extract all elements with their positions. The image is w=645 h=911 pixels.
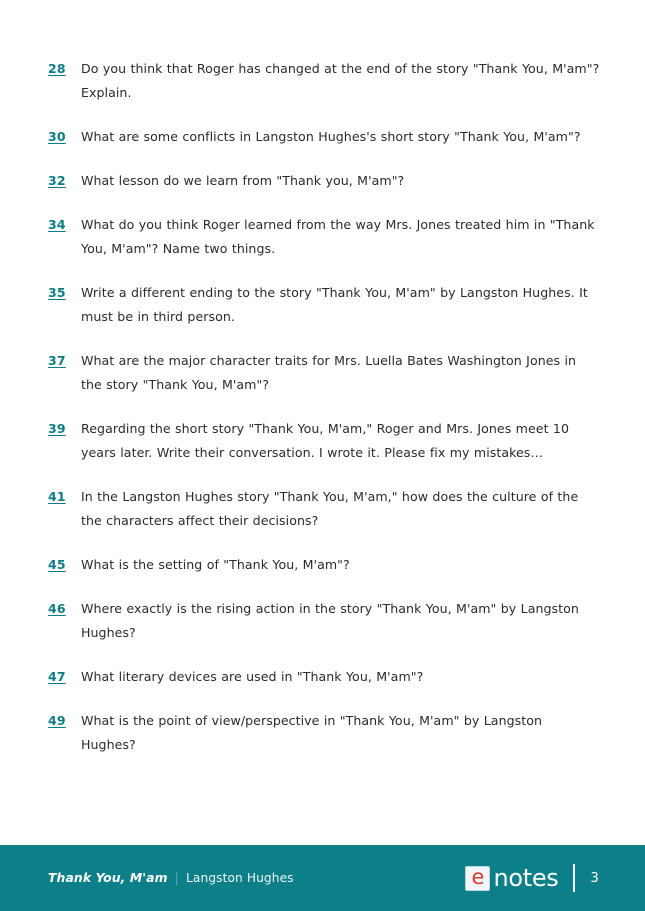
question-item (48, 213, 600, 261)
question-text: In the Langston Hughes story "Thank You, M'am," how does the culture of the the characters affect their decisions? (81, 489, 579, 528)
question-text: What are some conflicts in Langston Hughes's short story "Thank You, M'am"? (81, 129, 581, 144)
question-text: Where exactly is the rising action in the story "Thank You, M'am" by Langston Hughes? (81, 601, 579, 640)
question-text: What literary devices are used in "Thank You, M'am"? (81, 669, 424, 684)
page-number: 3 (590, 870, 599, 886)
question-text: What is the setting of "Thank You, M'am"? (81, 557, 350, 572)
footer-divider (573, 864, 575, 892)
question-item (48, 417, 600, 465)
footer-author-name: Langston Hughes (186, 871, 294, 885)
question-text: What is the point of view/perspective in "Thank You, M'am" by Langston Hughes? (81, 713, 543, 752)
question-text: What lesson do we learn from "Thank you, M'am"? (81, 173, 405, 188)
question-number-link[interactable]: 37 (48, 353, 66, 368)
footer-brand-area (465, 864, 599, 892)
footer-citation (48, 870, 294, 886)
question-item (48, 665, 600, 689)
question-number-link[interactable]: 35 (48, 285, 66, 300)
question-item (48, 485, 600, 533)
question-number-link[interactable]: 47 (48, 669, 66, 684)
question-text: Write a different ending to the story "Thank You, M'am" by Langston Hughes. It must be in third person. (81, 285, 588, 324)
footer-separator: | (174, 871, 180, 886)
question-item (48, 125, 600, 149)
question-text: Regarding the short story "Thank You, M'am," Roger and Mrs. Jones meet 10 years later. Write their conversation. I wrote it. Please fix my mistakes… (81, 421, 570, 460)
question-number-link[interactable]: 34 (48, 217, 66, 232)
question-number-link[interactable]: 28 (48, 61, 66, 76)
question-number-link[interactable]: 49 (48, 713, 66, 728)
question-item (48, 169, 600, 193)
enotes-logo[interactable] (465, 866, 558, 891)
question-item (48, 553, 600, 577)
question-number-link[interactable]: 45 (48, 557, 66, 572)
question-text: Do you think that Roger has changed at the end of the story "Thank You, M'am"? Explain. (81, 61, 600, 100)
question-item (48, 349, 600, 397)
page-footer (0, 845, 645, 911)
enotes-logo-wordmark: notes (493, 864, 559, 892)
question-item (48, 709, 600, 757)
question-number-link[interactable]: 46 (48, 601, 66, 616)
question-item (48, 597, 600, 645)
question-item (48, 281, 600, 329)
question-number-link[interactable]: 41 (48, 489, 66, 504)
question-text: What do you think Roger learned from the way Mrs. Jones treated him in "Thank You, M'am"? Name two things. (81, 217, 595, 256)
question-text: What are the major character traits for Mrs. Luella Bates Washington Jones in the story "Thank You, M'am"? (81, 353, 577, 392)
question-list (48, 57, 600, 777)
question-number-link[interactable]: 39 (48, 421, 66, 436)
question-number-link[interactable]: 32 (48, 173, 66, 188)
question-item (48, 57, 600, 105)
question-number-link[interactable]: 30 (48, 129, 66, 144)
footer-work-title: Thank You, M'am (48, 870, 168, 885)
enotes-logo-e-icon: e (465, 866, 490, 891)
